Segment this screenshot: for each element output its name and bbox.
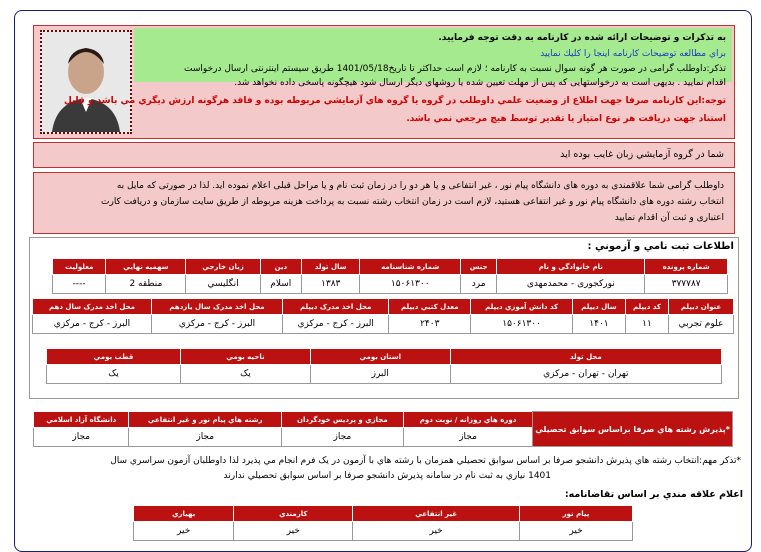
notice-title: به تذکرات و توضیحات ارائه شده در کارنامه به دقت توجه فرمایید.: [438, 33, 726, 43]
table-header: سال تولد: [301, 259, 359, 275]
admission-value: مجاز: [34, 428, 129, 447]
admission-header: رشته هاي پيام نور و غير انتفاعي: [129, 412, 281, 428]
interest-header: پيام نور: [520, 506, 633, 522]
table-cell: البرز - کرج - مرکزي: [151, 315, 282, 334]
interest-header: بهياري: [134, 506, 234, 522]
registration-table-2: [32, 298, 734, 334]
admission-note-1: *تذکر مهم:انتخاب رشته هاي پذيرش دانشجو صرفا بر اساس سوابق تحصيلي همزمان با رشته هاي با آزمون در يک فرم انجام مي پذيرد لذا داوطلبان آزمون سراسري سال: [110, 456, 741, 466]
table-header: شماره پرونده: [645, 259, 728, 275]
interest-value: خير: [353, 522, 520, 541]
notice-line2: اقدام نمایید . بدیهی است به درخواستهایی که پس از مهلت تعیین شده یا روشهای دیگر ارسال شود هیچگونه پاسخی داده نخواهد شد.: [234, 78, 726, 88]
interest-value: خير: [520, 522, 633, 541]
table-header: محل اخذ مدرک سال يازدهم: [151, 299, 282, 315]
admission-header: دانشگاه آزاد اسلامي: [34, 412, 129, 428]
table-header: استان بومي: [310, 349, 450, 365]
table-header: دين: [260, 259, 301, 275]
table-header: شماره شناسنامه: [360, 259, 461, 275]
table-header: معلوليت: [53, 259, 106, 275]
interest-value: خير: [234, 522, 353, 541]
admission-value: مجاز: [403, 428, 532, 447]
interest-value: خير: [134, 522, 234, 541]
admission-value: مجاز: [129, 428, 281, 447]
admission-note-2: 1401 نيازي به ثبت نام در سامانه پذيرش دانشجو صرفا بر اساس سوابق تحصيلي ندارند: [223, 471, 551, 481]
table-header: سال ديپلم: [573, 299, 626, 315]
registration-table-1: [52, 258, 728, 294]
table-header: محل اخذ مدرک ديپلم: [283, 299, 389, 315]
table-cell: منطقه 2: [106, 275, 186, 294]
registration-title: اطلاعات ثبت نامي و آزموني :: [587, 241, 734, 252]
admission-header: دوره هاي روزانه / نوبت دوم: [403, 412, 532, 428]
table-header: عنوان ديپلم: [669, 299, 734, 315]
registration-table-3: [46, 348, 722, 384]
interest-table: [133, 505, 633, 541]
table-cell: انگليسي: [186, 275, 260, 294]
table-cell: تهران - تهران - مرکزي: [450, 365, 721, 384]
table-cell: ۱۱: [625, 315, 668, 334]
notice-line3: توجه:این کارنامه صرفا جهت اطلاع از وضعیت علمي داوطلب در گروه يا گروه هاي آزمايشي مربوطه بوده و فاقد هرگونه ارزش ديگري مي باشد و قابل: [64, 96, 726, 106]
table-header: جنس: [460, 259, 496, 275]
table-cell: البرز: [310, 365, 450, 384]
notice-line1: تذکر:داوطلب گرامی در صورت هر گونه سوال نسبت به کارنامه ؛ لازم است حداکثر تا تاریخ1401/05/18 طریق سیستم اینترنتی ارسال درخواست: [184, 64, 726, 74]
table-cell: اسلام: [260, 275, 301, 294]
admission-label: *پذیرش رشته هاي صرفا براساس سوابق تحصيلي: [533, 412, 733, 447]
table-cell: ۲۴۰۳: [389, 315, 471, 334]
interest-header: غير انتفاعي: [353, 506, 520, 522]
table-header: كد ديپلم: [625, 299, 668, 315]
table-cell: البرز - کرج - مرکزي: [283, 315, 389, 334]
table-cell: ۱۳۸۳: [301, 275, 359, 294]
absent-message: شما در گروه آزمایشي زبان غایب بوده اید: [33, 142, 735, 168]
table-header: زبان خارجي: [186, 259, 260, 275]
table-header: ناحيه بومي: [181, 349, 311, 365]
table-header: محل اخذ مدرک سال دهم: [33, 299, 152, 315]
table-cell: ۳۷۷۷۸۷: [645, 275, 728, 294]
table-cell: علوم تجربي: [669, 315, 734, 334]
notice-box: [33, 25, 735, 139]
table-header: سهميه نهايي: [106, 259, 186, 275]
table-cell: ۱۵۰۶۱۳۰۰: [471, 315, 573, 334]
notice-line4: استناد جهت دريافت هر نوع امتياز يا تقدير توسط هيچ مرجعي نمي باشد.: [406, 114, 726, 124]
table-header: قطب بومي: [47, 349, 181, 365]
admission-table: [33, 411, 733, 447]
table-header: محل تولد: [450, 349, 721, 365]
table-cell: البرز - کرج - مرکزي: [33, 315, 152, 334]
interest-header: كارمندي: [234, 506, 353, 522]
result-card: [14, 10, 752, 552]
table-cell: مرد: [460, 275, 496, 294]
table-cell: ۱۴۰۱: [573, 315, 626, 334]
table-cell: ----: [53, 275, 106, 294]
admission-header: مجازي و پرديس خودگردان: [281, 412, 403, 428]
table-cell: نورکجوری - محمدمهدی: [497, 275, 645, 294]
interest-title: اعلام علاقه مندي بر اساس تقاضانامه:: [564, 489, 743, 500]
registration-section: [29, 237, 739, 399]
table-header: نام خانوادگي و نام: [497, 259, 645, 275]
table-cell: ۱۵۰۶۱۳۰۰: [360, 275, 461, 294]
explanation-link[interactable]: براي مطالعه توضيحات كارنامه اينجا را كليك نماييد: [540, 49, 726, 59]
admission-value: مجاز: [281, 428, 403, 447]
table-cell: يک: [181, 365, 311, 384]
table-header: كد دانش آموزي ديپلم: [471, 299, 573, 315]
table-cell: يک: [47, 365, 181, 384]
table-header: معدل كتبي ديپلم: [389, 299, 471, 315]
candidate-photo: [40, 30, 132, 134]
pnu-message: داوطلب گرامی شما علاقمندی به دوره های دانشگاه پیام نور ، غیر انتفاعی و یا هر دو را در زمان ثبت نام و یا مراحل قبلی اعلام نموده اید. لذا در صورتی که مایل به انتخاب رشته دوره های دانشگاه پیام نور و غیر انتفاعی هستید، لازم است در زمان انتخاب رشته نسبت به پرداخت هزینه مربوطه از طریق سایت سازمان و دریافت کارت اعتباری و ثبت آن اقدام نمایید: [33, 172, 735, 234]
